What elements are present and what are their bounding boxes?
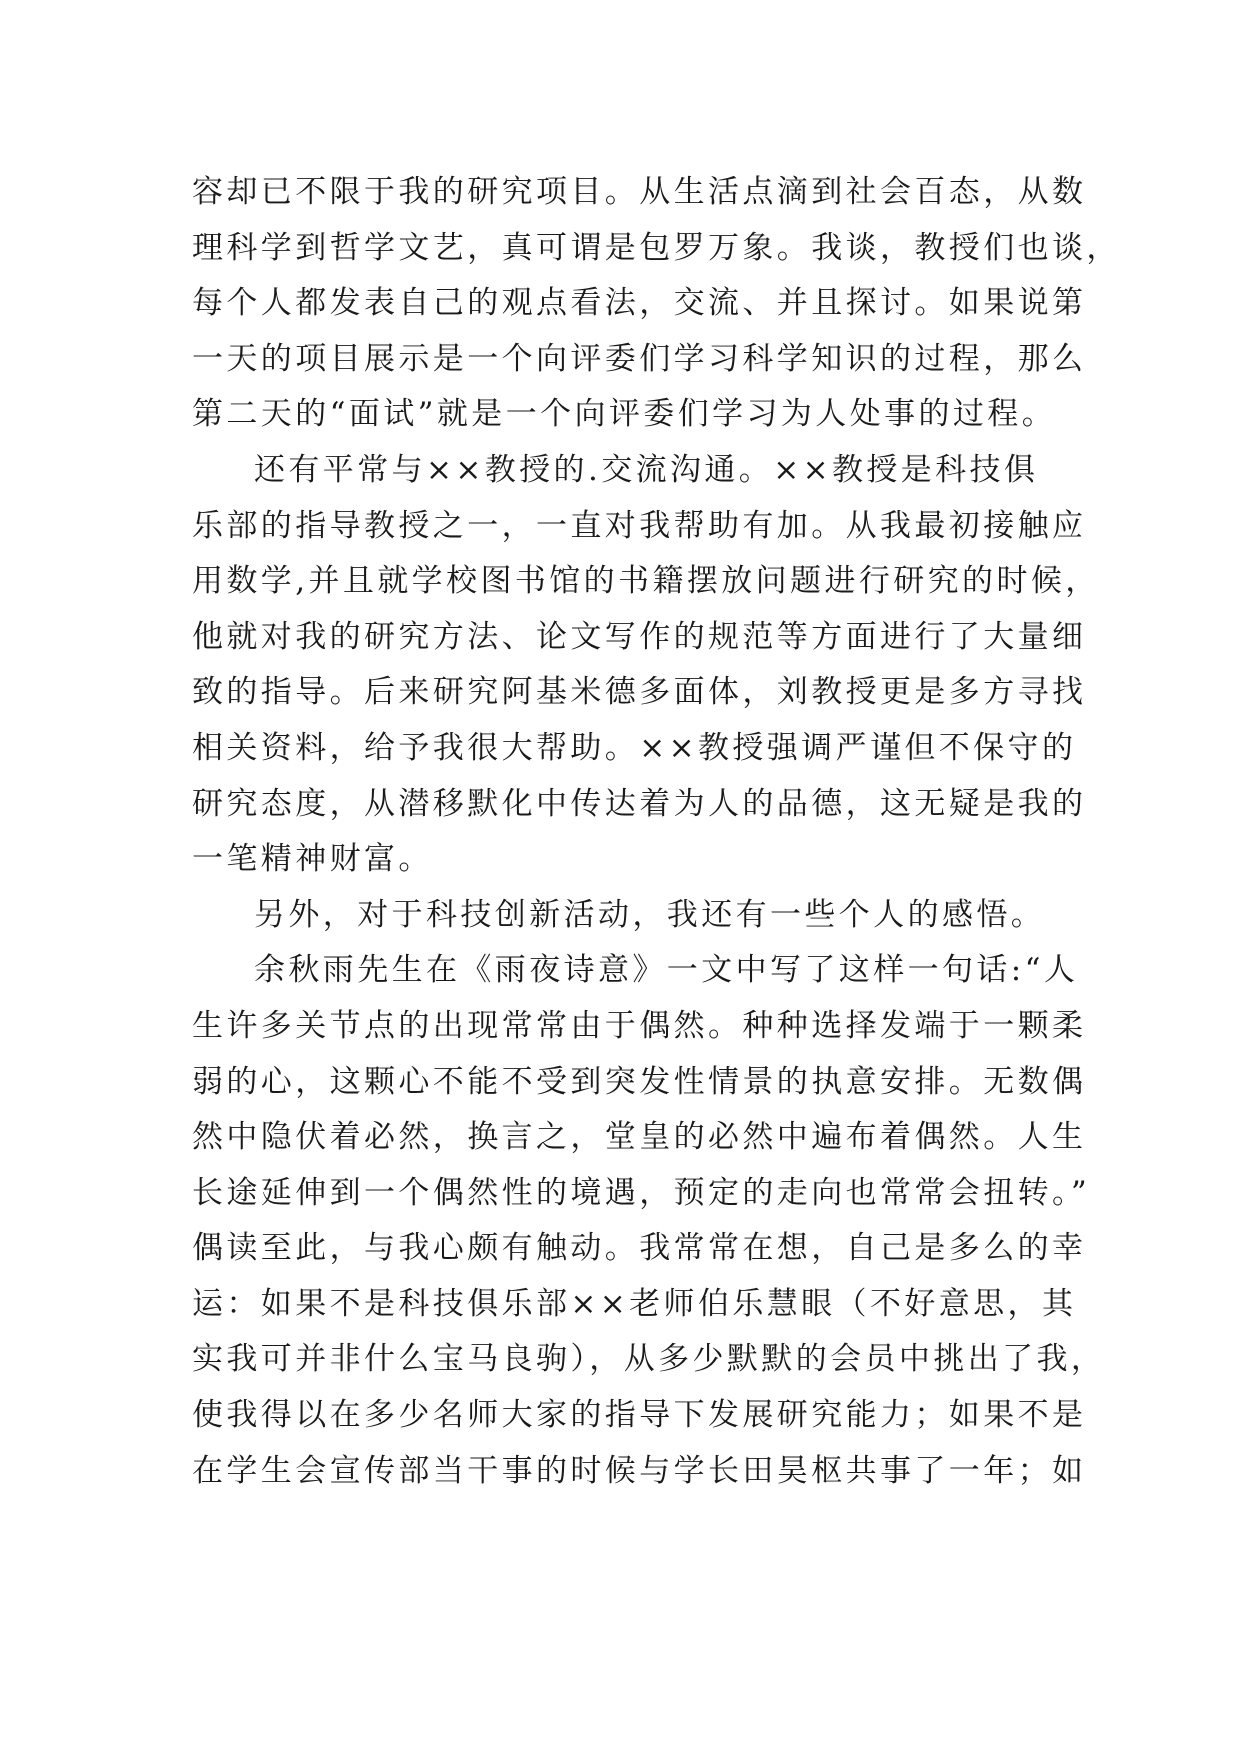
- text-line: 使我得以在多少名师大家的指导下发展研究能力；如果不是: [192, 1397, 1087, 1434]
- text-line: 容却已不限于我的研究项目。从生活点滴到社会百态，从数: [192, 174, 1087, 210]
- text-line: 余秋雨先生在《雨夜诗意》一文中写了这样一句话:“人: [254, 952, 1079, 989]
- text-line: 长途延伸到一个偶然性的境遇，预定的走向也常常会扭转。”: [192, 1174, 1091, 1211]
- text-line: 每个人都发表自己的观点看法，交流、并且探讨。如果说第: [192, 285, 1087, 322]
- text-line: 致的指导。后来研究阿基米德多面体，刘教授更是多方寻找: [192, 674, 1087, 711]
- text-line: 第二天的“面试”就是一个向评委们学习为人处事的过程。: [192, 396, 1057, 433]
- text-line: 然中隐伏着必然，换言之，堂皇的必然中遍布着偶然。人生: [192, 1119, 1087, 1156]
- text-line: 他就对我的研究方法、论文写作的规范等方面进行了大量细: [192, 618, 1087, 655]
- text-line: 还有平常与××教授的.交流沟通。××教授是科技俱: [254, 451, 1039, 488]
- text-line: 研究态度，从潜移默化中传达着为人的品德，这无疑是我的: [192, 785, 1087, 822]
- text-line: 乐部的指导教授之一，一直对我帮助有加。从我最初接触应: [192, 507, 1087, 544]
- text-line: 运：如果不是科技俱乐部××老师伯乐慧眼（不好意思，其: [192, 1285, 1077, 1322]
- text-line: 生许多关节点的出现常常由于偶然。种种选择发端于一颗柔: [192, 1007, 1087, 1044]
- body-text: [192, 165, 1121, 1499]
- text-line: 相关资料，给予我很大帮助。××教授强调严谨但不保守的: [192, 729, 1077, 766]
- text-line: 弱的心，这颗心不能不受到突发性情景的执意安排。无数偶: [192, 1063, 1087, 1100]
- text-line: 另外，对于科技创新活动，我还有一些个人的感悟。: [254, 896, 1046, 933]
- text-line: 用数学,并且就学校图书馆的书籍摆放问题进行研究的时候，: [192, 563, 1100, 600]
- text-line: 在学生会宣传部当干事的时候与学长田昊枢共事了一年；如: [192, 1452, 1087, 1489]
- text-line: 偶读至此，与我心颇有触动。我常常在想，自己是多么的幸: [192, 1230, 1087, 1267]
- text-line: 一天的项目展示是一个向评委们学习科学知识的过程，那么: [192, 340, 1087, 377]
- text-line: 一笔精神财富。: [192, 841, 433, 878]
- text-line: 理科学到哲学文艺，真可谓是包罗万象。我谈，教授们也谈，: [192, 229, 1121, 266]
- text-line: 实我可并非什么宝马良驹），从多少默默的会员中挑出了我，: [192, 1341, 1106, 1378]
